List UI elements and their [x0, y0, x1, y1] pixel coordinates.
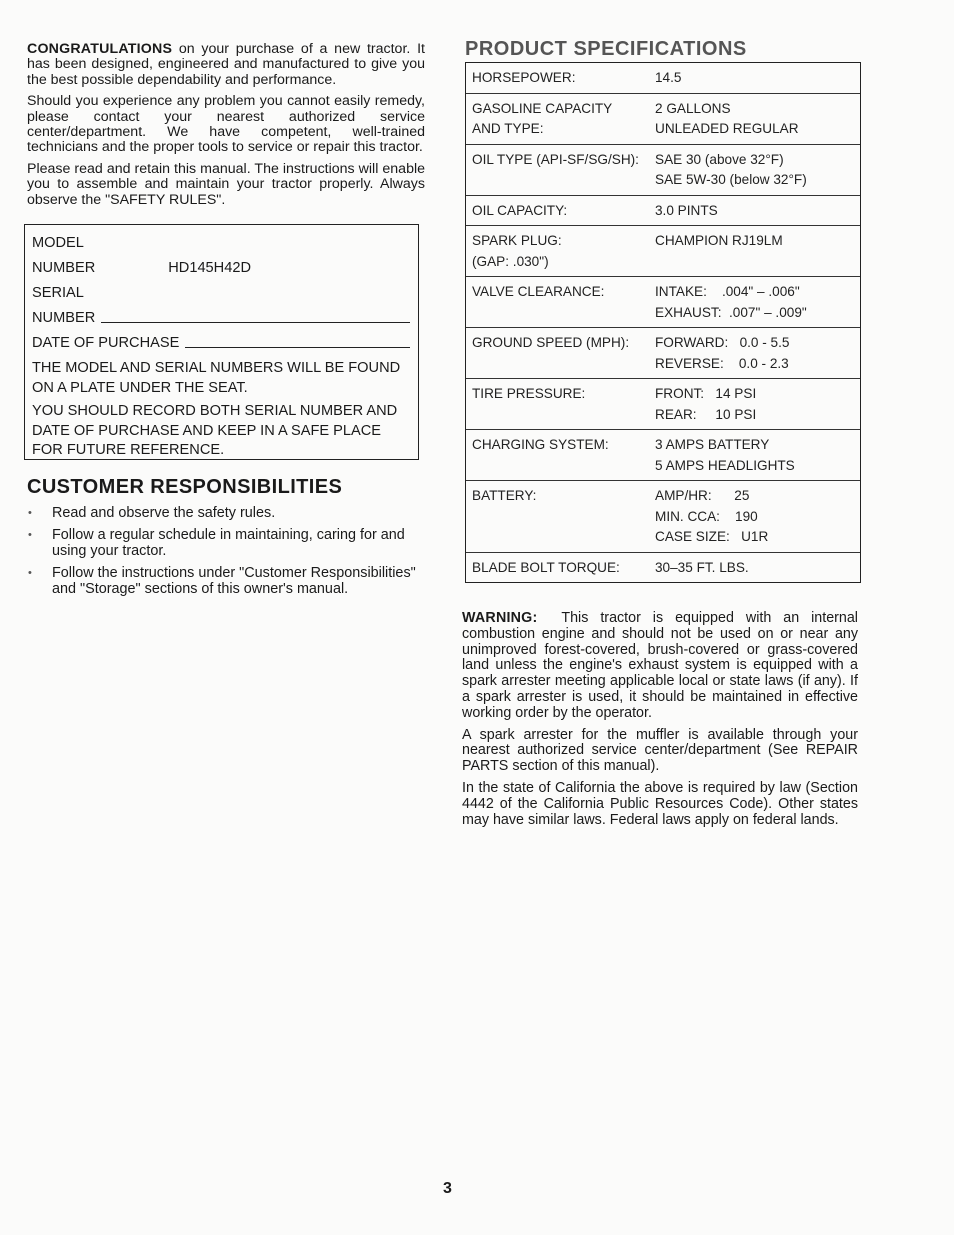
table-row: [466, 430, 860, 481]
spec-label: [472, 384, 655, 425]
spec-label: [472, 150, 655, 191]
date-of-purchase-blank[interactable]: [185, 347, 410, 348]
congratulations-paragraph: [27, 42, 425, 88]
spec-value-line: 30–35 FT. LBS.: [655, 559, 749, 575]
spark-arrester-paragraph: A spark arrester for the muffler is available through your nearest authorized service center/department (See REPAIR PARTS section of this manual).: [462, 726, 858, 775]
spec-label-line: BATTERY:: [472, 488, 537, 503]
problem-paragraph: Should you experience any problem you cannot easily remedy, please contact your nearest authorized service center/department. We have competent, well-trained technicians and the proper tools to service or repair this tractor.: [27, 93, 425, 156]
spec-label: [472, 435, 655, 476]
spec-value-line: EXHAUST: .007" – .009": [655, 304, 807, 320]
spec-value-line: SAE 30 (above 32°F): [655, 151, 784, 167]
serial-label: SERIAL: [32, 284, 84, 301]
spec-value-line: CHAMPION RJ19LM: [655, 233, 783, 248]
spec-label: [472, 558, 655, 579]
spec-label: [472, 68, 655, 89]
spec-value: [655, 99, 860, 140]
warning-label: WARNING:: [462, 610, 538, 626]
spec-label: [472, 231, 655, 272]
model-number-value: HD145H42D: [168, 259, 251, 276]
spec-value-line: 3.0 PINTS: [655, 202, 718, 218]
record-box: [24, 224, 419, 460]
table-row: [466, 328, 860, 379]
spec-label-line: AND TYPE:: [472, 121, 544, 136]
serial-label-row: [32, 278, 410, 303]
spec-label: [472, 486, 655, 548]
spec-value: [655, 231, 860, 272]
spec-label: [472, 201, 655, 222]
spec-value: [655, 68, 860, 89]
warning-paragraph: [462, 611, 858, 722]
spec-value: [655, 435, 860, 476]
table-row: [466, 481, 860, 553]
serial-number-label: NUMBER: [32, 309, 96, 326]
spec-label-line: BLADE BOLT TORQUE:: [472, 559, 620, 575]
spec-value-line: 14.5: [655, 70, 682, 85]
spec-value: [655, 333, 860, 374]
spec-value-line: AMP/HR: 25: [655, 488, 750, 503]
spec-label: [472, 99, 655, 140]
spec-label-line: OIL TYPE (API-SF/SG/SH):: [472, 151, 639, 167]
spec-value: [655, 384, 860, 425]
date-of-purchase-label: DATE OF PURCHASE: [32, 334, 180, 351]
model-number-row: [32, 253, 410, 278]
spec-value: [655, 486, 860, 548]
record-note: YOU SHOULD RECORD BOTH SERIAL NUMBER AND DATE OF PURCHASE AND KEEP IN A SAFE PLACE FOR FUTURE REFERENCE.: [32, 403, 398, 458]
serial-number-blank[interactable]: [101, 322, 410, 323]
congratulations-heading: CONGRATULATIONS: [27, 41, 173, 57]
serial-number-row: [32, 303, 410, 328]
responsibilities-list: [27, 506, 425, 604]
intro-section: [27, 42, 425, 214]
model-label: MODEL: [32, 234, 84, 251]
table-row: [466, 63, 860, 94]
spec-label-line: GROUND SPEED (MPH):: [472, 335, 630, 350]
table-row: [466, 145, 860, 196]
list-item: • Follow a regular schedule in maintaining, caring for and using your tractor.: [27, 528, 425, 559]
spec-value: [655, 282, 860, 323]
spec-label-line: SPARK PLUG:: [472, 233, 562, 248]
list-item: • Read and observe the safety rules.: [27, 506, 425, 521]
model-number-label: NUMBER: [32, 259, 96, 276]
spec-label-line: GASOLINE CAPACITY: [472, 100, 613, 116]
spec-value-line: 3 AMPS BATTERY: [655, 437, 770, 452]
spec-label-line: OIL CAPACITY:: [472, 202, 568, 218]
spec-label-line: TIRE PRESSURE:: [472, 386, 586, 401]
spec-value-line: FRONT: 14 PSI: [655, 386, 757, 401]
product-specifications-heading: PRODUCT SPECIFICATIONS: [465, 38, 747, 60]
spec-value: [655, 558, 860, 579]
spec-label-line: HORSEPOWER:: [472, 70, 576, 85]
spec-value: [655, 150, 860, 191]
manual-paragraph: Please read and retain this manual. The instructions will enable you to assemble and maintain your tractor properly. Always observe the "SAFETY RULES".: [27, 160, 425, 208]
list-item: • Follow the instructions under "Customer Responsibilities" and "Storage" sections of this owner's manual.: [27, 566, 425, 597]
california-paragraph: In the state of California the above is required by law (Section 4442 of the California Public Resources Code). Other states may have similar laws. Federal laws apply on federal lands.: [462, 779, 858, 828]
spec-value-line: FORWARD: 0.0 - 5.5: [655, 335, 790, 350]
spec-label: [472, 333, 655, 374]
congratulations-text: on your purchase of a new tractor. It has been designed, engineered and manufactured to give you the best possible dependability and performance.: [27, 41, 425, 88]
spec-value-line: REAR: 10 PSI: [655, 406, 757, 422]
date-row: [32, 328, 410, 353]
spec-value-line: REVERSE: 0.0 - 2.3: [655, 355, 789, 371]
spec-label: [472, 282, 655, 323]
spec-value: [655, 201, 860, 222]
page-number: 3: [443, 1180, 452, 1197]
model-label-row: [32, 228, 410, 253]
table-row: [466, 226, 860, 277]
spec-value-line: SAE 5W-30 (below 32°F): [655, 172, 807, 187]
spec-label-line: (GAP: .030"): [472, 253, 549, 269]
spec-label-line: VALVE CLEARANCE:: [472, 284, 605, 299]
customer-responsibilities-heading: CUSTOMER RESPONSIBILITIES: [27, 476, 343, 498]
warning-text: This tractor is equipped with an internal combustion engine and should not be used on or near any unimproved forest-covered, brush-covered or grass-covered land unless the engine's exhaust system is equipped with a spark arrester meeting applicable local or state laws (if any). If a spark arrester is used, it should be maintained in effective working order by the operator.: [462, 610, 858, 721]
spec-value-line: UNLEADED REGULAR: [655, 121, 799, 136]
table-row: [466, 553, 860, 583]
spec-label-line: CHARGING SYSTEM:: [472, 437, 609, 452]
table-row: [466, 196, 860, 227]
spec-value-line: MIN. CCA: 190: [655, 508, 758, 524]
spec-value-line: INTAKE: .004" – .006": [655, 284, 800, 299]
table-row: [466, 379, 860, 430]
spec-value-line: CASE SIZE: U1R: [655, 529, 769, 544]
table-row: [466, 277, 860, 328]
warning-section: [462, 611, 858, 834]
table-row: [466, 94, 860, 145]
spec-value-line: 2 GALLONS: [655, 100, 731, 116]
specifications-table: [465, 62, 861, 583]
spec-value-line: 5 AMPS HEADLIGHTS: [655, 457, 795, 473]
plate-note: THE MODEL AND SERIAL NUMBERS WILL BE FOUND ON A PLATE UNDER THE SEAT.: [32, 360, 401, 396]
